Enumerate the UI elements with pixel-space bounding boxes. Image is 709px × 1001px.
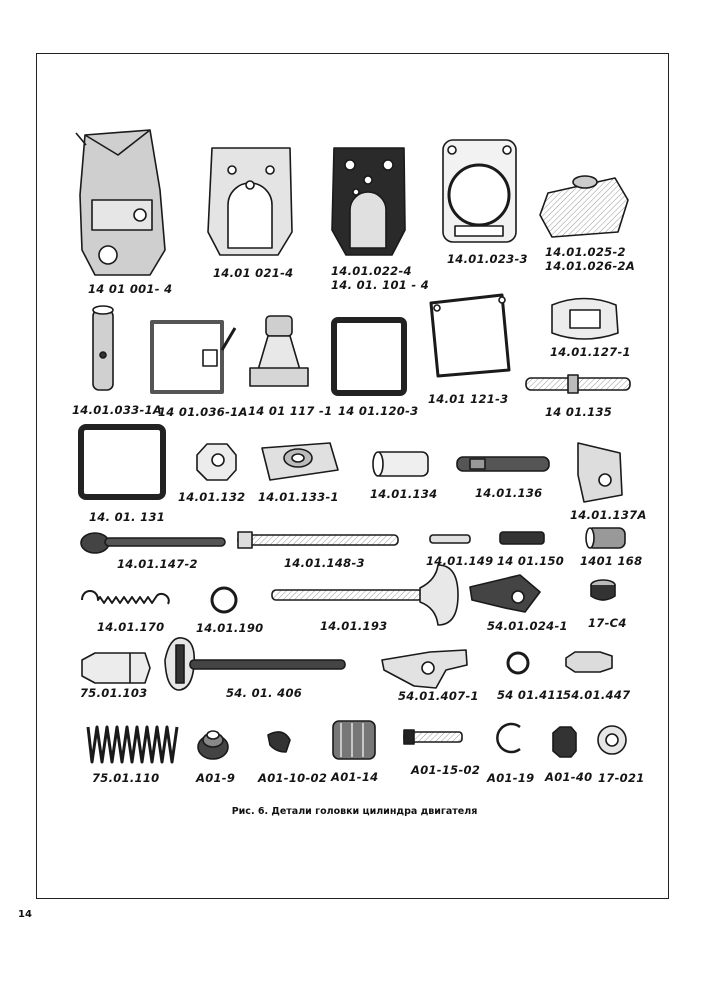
label-14-01-150: 14 01.150 xyxy=(497,554,565,568)
page-number: 14 xyxy=(18,909,32,920)
label-54-01-406: 54. 01. 406 xyxy=(226,686,303,700)
label-14-01-120-3: 14 01.120-3 xyxy=(338,404,419,418)
part-valve-cover xyxy=(540,176,628,237)
part-valve-spring xyxy=(88,727,177,762)
label-14-01-121-3: 14.01 121-3 xyxy=(428,392,509,406)
label-17-021: 17-021 xyxy=(598,771,645,785)
label-14-01-132: 14.01.132 xyxy=(178,490,246,504)
part-adjust-screw xyxy=(404,730,462,744)
part-ribbed-sleeve xyxy=(333,721,375,759)
part-snap-ring xyxy=(508,653,528,673)
label-54-01-024-1: 54.01.024-1 xyxy=(487,619,568,633)
part-cover-frame xyxy=(152,322,235,392)
label-a01-19: A01-19 xyxy=(487,771,535,785)
part-tension-spring xyxy=(82,591,169,604)
label-14-01-127-1: 14.01.127-1 xyxy=(550,345,631,359)
label-14-01-023-3: 14.01.023-3 xyxy=(447,252,528,266)
part-valve-cup xyxy=(591,580,615,600)
part-frame-gasket xyxy=(334,320,404,393)
label-a01-10-02: A01-10-02 xyxy=(258,771,328,785)
label-a01-14: A01-14 xyxy=(331,770,379,784)
label-14-01-168: 1401 168 xyxy=(580,554,643,568)
label-14-01-134: 14.01.134 xyxy=(370,487,438,501)
part-flange-plate xyxy=(262,443,338,480)
part-cylinder-head-machined xyxy=(332,148,405,255)
label-14-01-135: 14 01.135 xyxy=(545,405,613,419)
label-14-01-001-4: 14 01 001- 4 xyxy=(88,282,173,296)
label-17-c4: 17-C4 xyxy=(588,616,627,630)
label-75-01-110: 75.01.110 xyxy=(92,771,160,785)
part-sleeve-nut xyxy=(586,528,625,548)
label-14-01-170: 14.01.170 xyxy=(97,620,165,634)
figure-caption: Рис. 6. Детали головки цилиндра двигателя xyxy=(231,806,478,817)
label-a01-15-02: A01-15-02 xyxy=(411,763,481,777)
part-threaded-stud xyxy=(500,532,544,544)
part-pushrod-ball xyxy=(81,533,225,553)
part-long-rod xyxy=(238,532,398,548)
label-a01-9: A01-9 xyxy=(196,771,236,785)
label-14-01-136: 14.01.136 xyxy=(475,486,543,500)
label-14-01-137a: 14.01.137A xyxy=(570,508,647,522)
label-a01-40: A01-40 xyxy=(545,770,593,784)
part-small-gasket xyxy=(552,299,618,340)
part-square-gasket xyxy=(81,427,163,497)
part-rocker-arm xyxy=(470,575,540,612)
part-sleeve-tube xyxy=(93,306,113,390)
label-14-01-021-4: 14.01 021-4 xyxy=(213,266,294,280)
label-54-01-407-1: 54.01.407-1 xyxy=(398,689,479,703)
label-14-01-190: 14.01.190 xyxy=(196,621,264,635)
part-rocker-shaft-stud xyxy=(526,375,630,393)
label-14-01-133-1: 14.01.133-1 xyxy=(258,490,339,504)
part-hex-nut xyxy=(553,727,576,757)
part-spring-seat xyxy=(198,731,228,759)
label-14-01-025-2: 14.01.025-2 xyxy=(545,245,626,259)
part-cylinder-head-bare xyxy=(208,148,292,255)
part-short-pin xyxy=(430,535,470,543)
part-rocker-support xyxy=(250,316,308,386)
label-14-01-022-4: 14.01.022-4 xyxy=(331,264,412,278)
part-exhaust-valve xyxy=(165,638,345,690)
label-14-01-101-4: 14. 01. 101 - 4 xyxy=(331,278,430,292)
part-union-fitting xyxy=(82,653,150,683)
part-cap-nut xyxy=(197,444,236,480)
label-14-01-036-1a: 14 01.036-1A xyxy=(158,405,248,419)
label-14-01-131: 14. 01. 131 xyxy=(89,510,166,524)
part-bracket xyxy=(578,443,622,502)
part-pin-shaft xyxy=(457,457,549,471)
part-rocker-arm-2 xyxy=(382,650,467,688)
part-thin-ring xyxy=(212,588,236,612)
label-14-01-117-1: 14 01 117 -1 xyxy=(248,404,333,418)
label-14-01-147-2: 14.01.147-2 xyxy=(117,557,198,571)
label-75-01-103: 75.01.103 xyxy=(80,686,148,700)
part-bushing xyxy=(373,452,428,476)
label-14-01-026-2a: 14.01.026-2A xyxy=(545,259,636,273)
part-head-gasket xyxy=(443,140,516,242)
part-valve-cotter xyxy=(268,732,290,752)
part-circlip xyxy=(497,724,520,752)
part-intake-valve xyxy=(272,565,458,625)
part-nipple-fitting xyxy=(566,652,612,672)
part-cover-gasket xyxy=(431,295,509,376)
label-54-01-447: 54.01.447 xyxy=(563,688,631,702)
part-washer xyxy=(598,726,626,754)
label-14-01-033-1a: 14.01.033-1A xyxy=(72,403,163,417)
part-cylinder-head-assembly xyxy=(76,130,165,275)
label-54-01-411: 54 01.411 xyxy=(497,688,565,702)
label-14-01-193: 14.01.193 xyxy=(320,619,388,633)
label-14-01-148-3: 14.01.148-3 xyxy=(284,556,365,570)
label-14-01-149: 14.01.149 xyxy=(426,554,494,568)
